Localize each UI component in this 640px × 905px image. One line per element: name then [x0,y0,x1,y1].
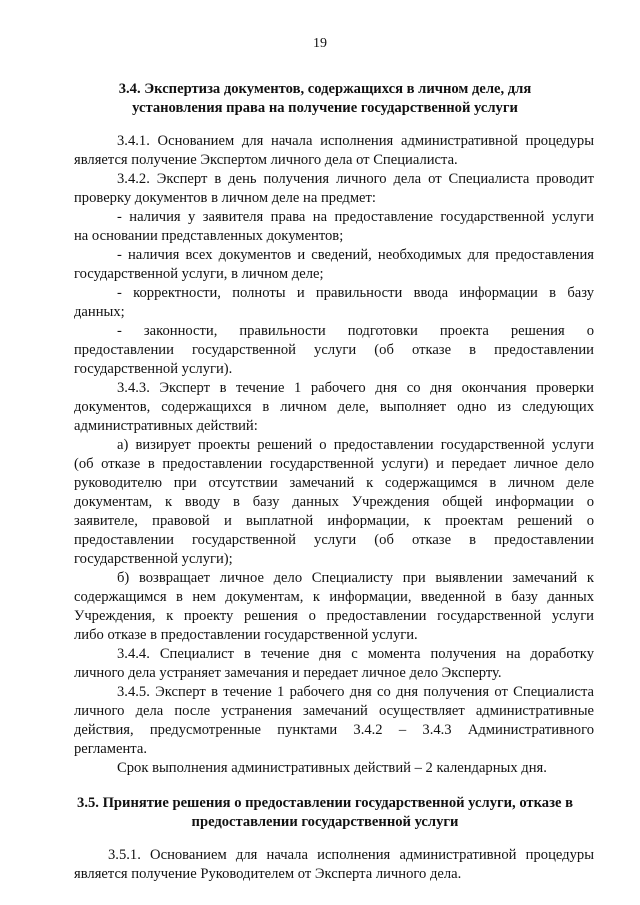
paragraph-line: данных; [74,304,125,320]
section-heading-3-4-line-2: установления права на получение государственной услуги [132,100,518,116]
paragraph-line: (об отказе в предоставлении государственной услуги) и передает личное дело [74,456,594,472]
paragraph-line: действия, предусмотренные пунктами 3.4.2 – 3.4.3 Административного [74,722,594,738]
paragraph-line: является получение Руководителем от Эксперта личного дела. [74,866,462,882]
paragraph-line: б) возвращает личное дело Специалисту при выявлении замечаний к [117,570,594,586]
paragraph-line: - наличия всех документов и сведений, необходимых для предоставления [117,247,594,263]
paragraph-line: - наличия у заявителя права на предоставление государственной услуги [117,209,594,225]
paragraph-line: государственной услуги, в личном деле; [74,266,324,282]
paragraph-line: 3.4.2. Эксперт в день получения личного дела от Специалиста проводит [117,171,594,187]
paragraph-line: регламента. [74,741,147,757]
paragraph-line: на основании представленных документов; [74,228,344,244]
paragraph-line: предоставлении государственной услуги (об отказе в предоставлении [74,532,594,548]
paragraph-line: 3.4.4. Специалист в течение дня с момента получения на доработку [117,646,594,662]
paragraph-line: 3.4.5. Эксперт в течение 1 рабочего дня со дня получения от Специалиста [117,684,594,700]
paragraph-line: - корректности, полноты и правильности ввода информации в базу [117,285,594,301]
paragraph-line: личного дела устраняет замечания и передает личное дело Эксперту. [74,665,502,681]
paragraph-line: 3.4.3. Эксперт в течение 1 рабочего дня со дня окончания проверки [117,380,594,396]
paragraph-line: административных действий: [74,418,258,434]
section-heading-3-5-line-2: предоставлении государственной услуги [191,814,459,830]
paragraph-line: заявителе, правовой и выплатной информации, к проектам решений о [74,513,594,529]
paragraph-line: является получение Экспертом личного дела от Специалиста. [74,152,458,168]
paragraph-line: - законности, правильности подготовки проекта решения о [117,323,594,339]
paragraph-line: личного дела после устранения замечаний осуществляет административные [74,703,594,719]
paragraph-line: либо отказе в предоставлении государственной услуги. [74,627,418,643]
paragraph-line: Учреждения, к проекту решения о предоставлении государственной услуги [74,608,594,624]
paragraph-line: руководителю при отсутствии замечаний к содержащимся в личном деле [74,475,594,491]
paragraph-line: содержащимся в нем документам, к информации, введенной в базу данных [74,589,594,605]
section-heading-3-5-line-1: 3.5. Принятие решения о предоставлении государственной услуги, отказе в [77,795,573,811]
section-heading-3-4-line-1: 3.4. Экспертиза документов, содержащихся в личном деле, для [118,81,532,97]
paragraph-line: а) визирует проекты решений о предоставлении государственной услуги [117,437,594,453]
page-number: 19 [313,36,327,51]
paragraph-line: государственной услуги). [74,361,233,377]
paragraph-line: Срок выполнения административных действий – 2 календарных дня. [117,760,547,776]
paragraph-line: 3.5.1. Основанием для начала исполнения административной процедуры [108,847,594,863]
paragraph-line: 3.4.1. Основанием для начала исполнения административной процедуры [117,133,594,149]
paragraph-line: документам, к вводу в базу данных Учреждения общей информации о [74,494,594,510]
paragraph-line: государственной услуги); [74,551,233,567]
paragraph-line: документов, содержащихся в личном деле, выполняет одно из следующих [74,399,594,415]
paragraph-line: предоставлении государственной услуги (об отказе в предоставлении [74,342,594,358]
paragraph-line: проверку документов в личном деле на предмет: [74,190,376,206]
